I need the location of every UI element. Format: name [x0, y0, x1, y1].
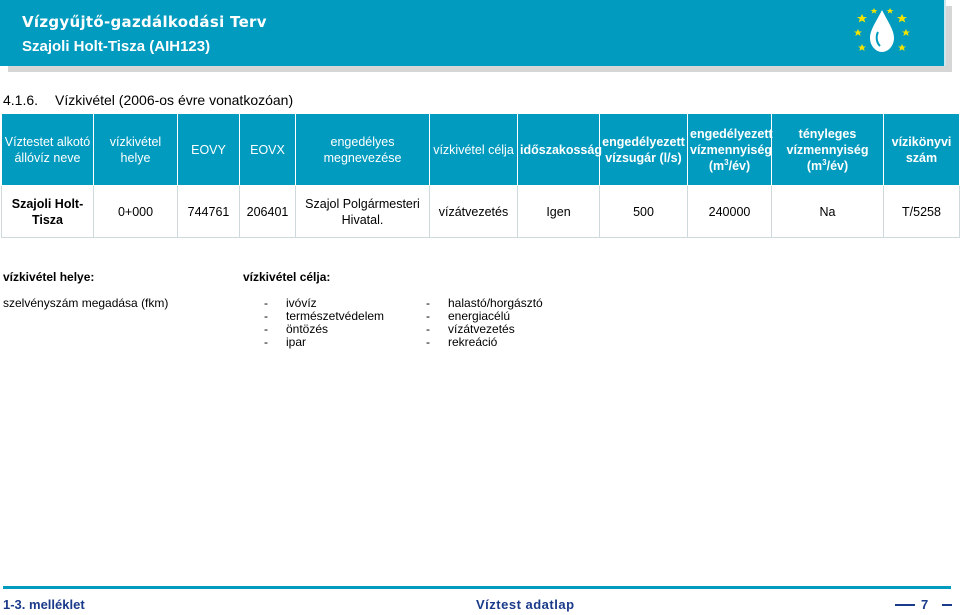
banner-shadow — [946, 6, 952, 72]
header-eovx: EOVX — [240, 114, 296, 186]
header-permit-holder: engedélyes megnevezése — [296, 114, 430, 186]
cell-withdrawal-place: 0+000 — [94, 186, 178, 238]
banner-shadow-bottom — [8, 66, 946, 72]
cell-eovx: 206401 — [240, 186, 296, 238]
cell-registry-number: T/5258 — [884, 186, 960, 238]
section-heading — [3, 92, 293, 108]
footer-divider — [3, 586, 951, 589]
cell-actual-volume: Na — [772, 186, 884, 238]
list-item: - természetvédelem — [264, 309, 385, 323]
list-item: - vízátvezetés — [426, 322, 515, 336]
list-item: - ivóvíz — [264, 296, 317, 310]
document-subtitle: Szajoli Holt-Tisza (AIH123) — [22, 38, 211, 55]
header-actual-volume: tényleges vízmennyiség $(m^3/év)$ — [772, 114, 884, 186]
header-eovy: EOVY — [178, 114, 240, 186]
page-number: 7 — [921, 597, 929, 612]
list-item: - rekreáció — [426, 335, 498, 349]
section-title: Vízkivétel (2006-os évre vonatkozóan) — [55, 92, 294, 108]
header-periodicity: időszakosság — [518, 114, 600, 186]
water-withdrawal-table — [1, 113, 960, 238]
water-drop-stars-logo-icon — [852, 4, 912, 60]
cell-permitted-volume: 240000 — [688, 186, 772, 238]
page-number-dash-left — [895, 604, 915, 606]
cell-waterbody-name: Szajoli Holt-Tisza — [2, 186, 94, 238]
list-item: - energiacélú — [426, 309, 511, 323]
header-permitted-flow: engedélyezett vízsugár (l/s) — [600, 114, 688, 186]
header-waterbody-name: Víztestet alkotó állóvíz neve — [2, 114, 94, 186]
list-item: - öntözés — [264, 322, 329, 336]
list-item: - halastó/horgásztó — [426, 296, 543, 310]
footer-appendix-label: 1-3. melléklet — [3, 597, 85, 612]
purpose-list-right — [426, 297, 543, 349]
purpose-list-left — [264, 297, 384, 349]
cell-periodicity: Igen — [518, 186, 600, 238]
header-withdrawal-purpose: vízkivétel célja — [430, 114, 518, 186]
list-item: - ipar — [264, 335, 307, 349]
header-banner — [0, 0, 946, 66]
page-number-dash-right — [942, 604, 952, 606]
document-title: Vízgyűjtő-gazdálkodási Terv — [22, 13, 267, 31]
legend-place-label: vízkivétel helye: — [3, 270, 95, 284]
cell-withdrawal-purpose: vízátvezetés — [430, 186, 518, 238]
cell-permitted-flow: 500 — [600, 186, 688, 238]
header-withdrawal-place: vízkivétel helye — [94, 114, 178, 186]
header-permitted-volume: engedélyezett vízmennyiség $(m^3/év)$ — [688, 114, 772, 186]
cell-permit-holder: Szajol Polgármesteri Hivatal. — [296, 186, 430, 238]
footer-document-label: Víztest adatlap — [476, 597, 575, 612]
cell-eovy: 744761 — [178, 186, 240, 238]
table-header-row — [2, 114, 960, 186]
legend-purpose-label: vízkivétel célja: — [243, 270, 331, 284]
table-row — [2, 186, 960, 238]
section-number: 4.1.6. — [3, 92, 39, 108]
header-registry-number: vízikönyvi szám — [884, 114, 960, 186]
legend-place-text: szelvényszám megadása (fkm) — [3, 296, 169, 310]
